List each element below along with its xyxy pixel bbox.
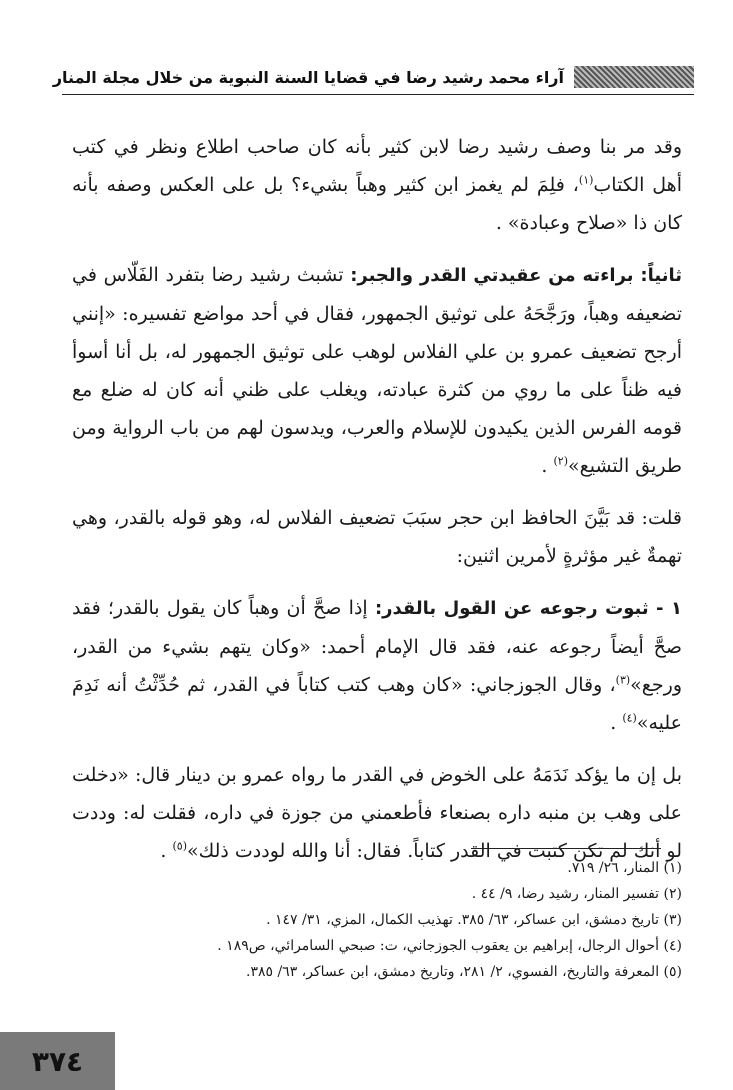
section-heading-2: ثانياً: براءته من عقيدتي القدر والجبر:: [350, 265, 682, 286]
footnote-ref-3: (٣): [615, 673, 631, 687]
footnote-ref-4: (٤): [622, 711, 637, 725]
paragraph-5: بل إن ما يؤكد نَدَمَهُ على الخوض في القدر ما رواه عمرو بن دينار قال: «دخلت على وهب بن منبه داره بصنعاء فأطعمني من جوزة في داره، فقلت له: وددت لو أنك لم تكن كتبت في القدر كتاباً. فقال: أنا والله لوددت ذلك»$^{(٥)}$ .: [72, 764, 682, 862]
footnote-3: (٣) تاريخ دمشق، ابن عساكر، ٦٣/ ٣٨٥. تهذيب الكمال، المزي، ٣١/ ١٤٧ .: [266, 912, 682, 928]
footnote-separator: [471, 848, 661, 849]
header-decorative-bar: [574, 66, 694, 88]
page-number: ٣٧٤: [0, 1032, 115, 1090]
paragraph-3: قلت: قد بَيَّنَ الحافظ ابن حجر سبَبَ تضعيف الفلاس له، وهو قوله بالقدر، وهي تهمةٌ غير مؤثرةٍ لأمرين اثنين:: [72, 507, 682, 567]
point-heading-1: ١ - ثبوت رجوعه عن القول بالقدر:: [374, 598, 682, 619]
running-header: [52, 62, 694, 92]
footnote-4: (٤) أحوال الرجال، إبراهيم بن يعقوب الجوزجاني، ت: صبحي السامرائي، ص١٨٩ .: [217, 938, 682, 954]
paragraph-4: ١ - ثبوت رجوعه عن القول بالقدر: إذا صحَّ أن وهباً كان يقول بالقدر؛ فقد صحَّ أيضاً رجوعه عنه، فقد قال الإمام أحمد: «وكان يتهم بشيء من القدر، ورجع»$^{(٣)}$، وقال الجوزجاني: «كان وهب كتب كتاباً في القدر، ثم حُدِّثْتُ أنه نَدِمَ عليه»$^{(٤)}$ .: [72, 597, 682, 734]
footnote-ref-2: (٢): [553, 454, 568, 468]
footnote-ref-1: (١): [578, 173, 594, 187]
footnote-2: (٢) تفسير المنار، رشيد رضا، ٩/ ٤٤ .: [471, 886, 682, 902]
footnote-1: (١) المنار، ٢٦/ ٧١٩.: [567, 860, 682, 876]
paragraph-1: وقد مر بنا وصف رشيد رضا لابن كثير بأنه كان صاحب اطلاع ونظر في كتب أهل الكتاب$^{(١)}$، فلِمَ لم يغمز ابن كثير وهباً بشيء؟ بل على العكس وصفه بأنه كان ذا «صلاح وعبادة» .: [72, 136, 682, 234]
paragraph-2: ثانياً: براءته من عقيدتي القدر والجبر: تشبث رشيد رضا بتفرد الفَلّاس في تضعيفه وهباً، ورَجَّحَهُ على توثيق الجمهور، فقال في أحد مواضع تفسيره: «إنني أرجح تضعيف عمرو بن علي الفلاس لوهب على توثيق الجمهور له، بل أنا أسوأ فيه ظناً على ما روي من كثرة عبادته، ويغلب على ظني أنه كان له ضلع مع قومه الفرس الذين يكيدون للإسلام والعرب، ويدسون لهم من باب الرواية ومن طريق التشيع»$^{(٢)}$ .: [72, 264, 682, 477]
header-title: آراء محمد رشيد رضا في قضايا السنة النبوية من خلال مجلة المنار: [52, 67, 564, 87]
main-text: [72, 128, 682, 884]
header-rule: [62, 94, 694, 95]
footnotes: [72, 855, 682, 985]
footnote-5: (٥) المعرفة والتاريخ، الفسوي، ٢/ ٢٨١، وتاريخ دمشق، ابن عساكر، ٦٣/ ٣٨٥.: [245, 964, 682, 980]
footnote-ref-5: (٥): [172, 839, 187, 853]
